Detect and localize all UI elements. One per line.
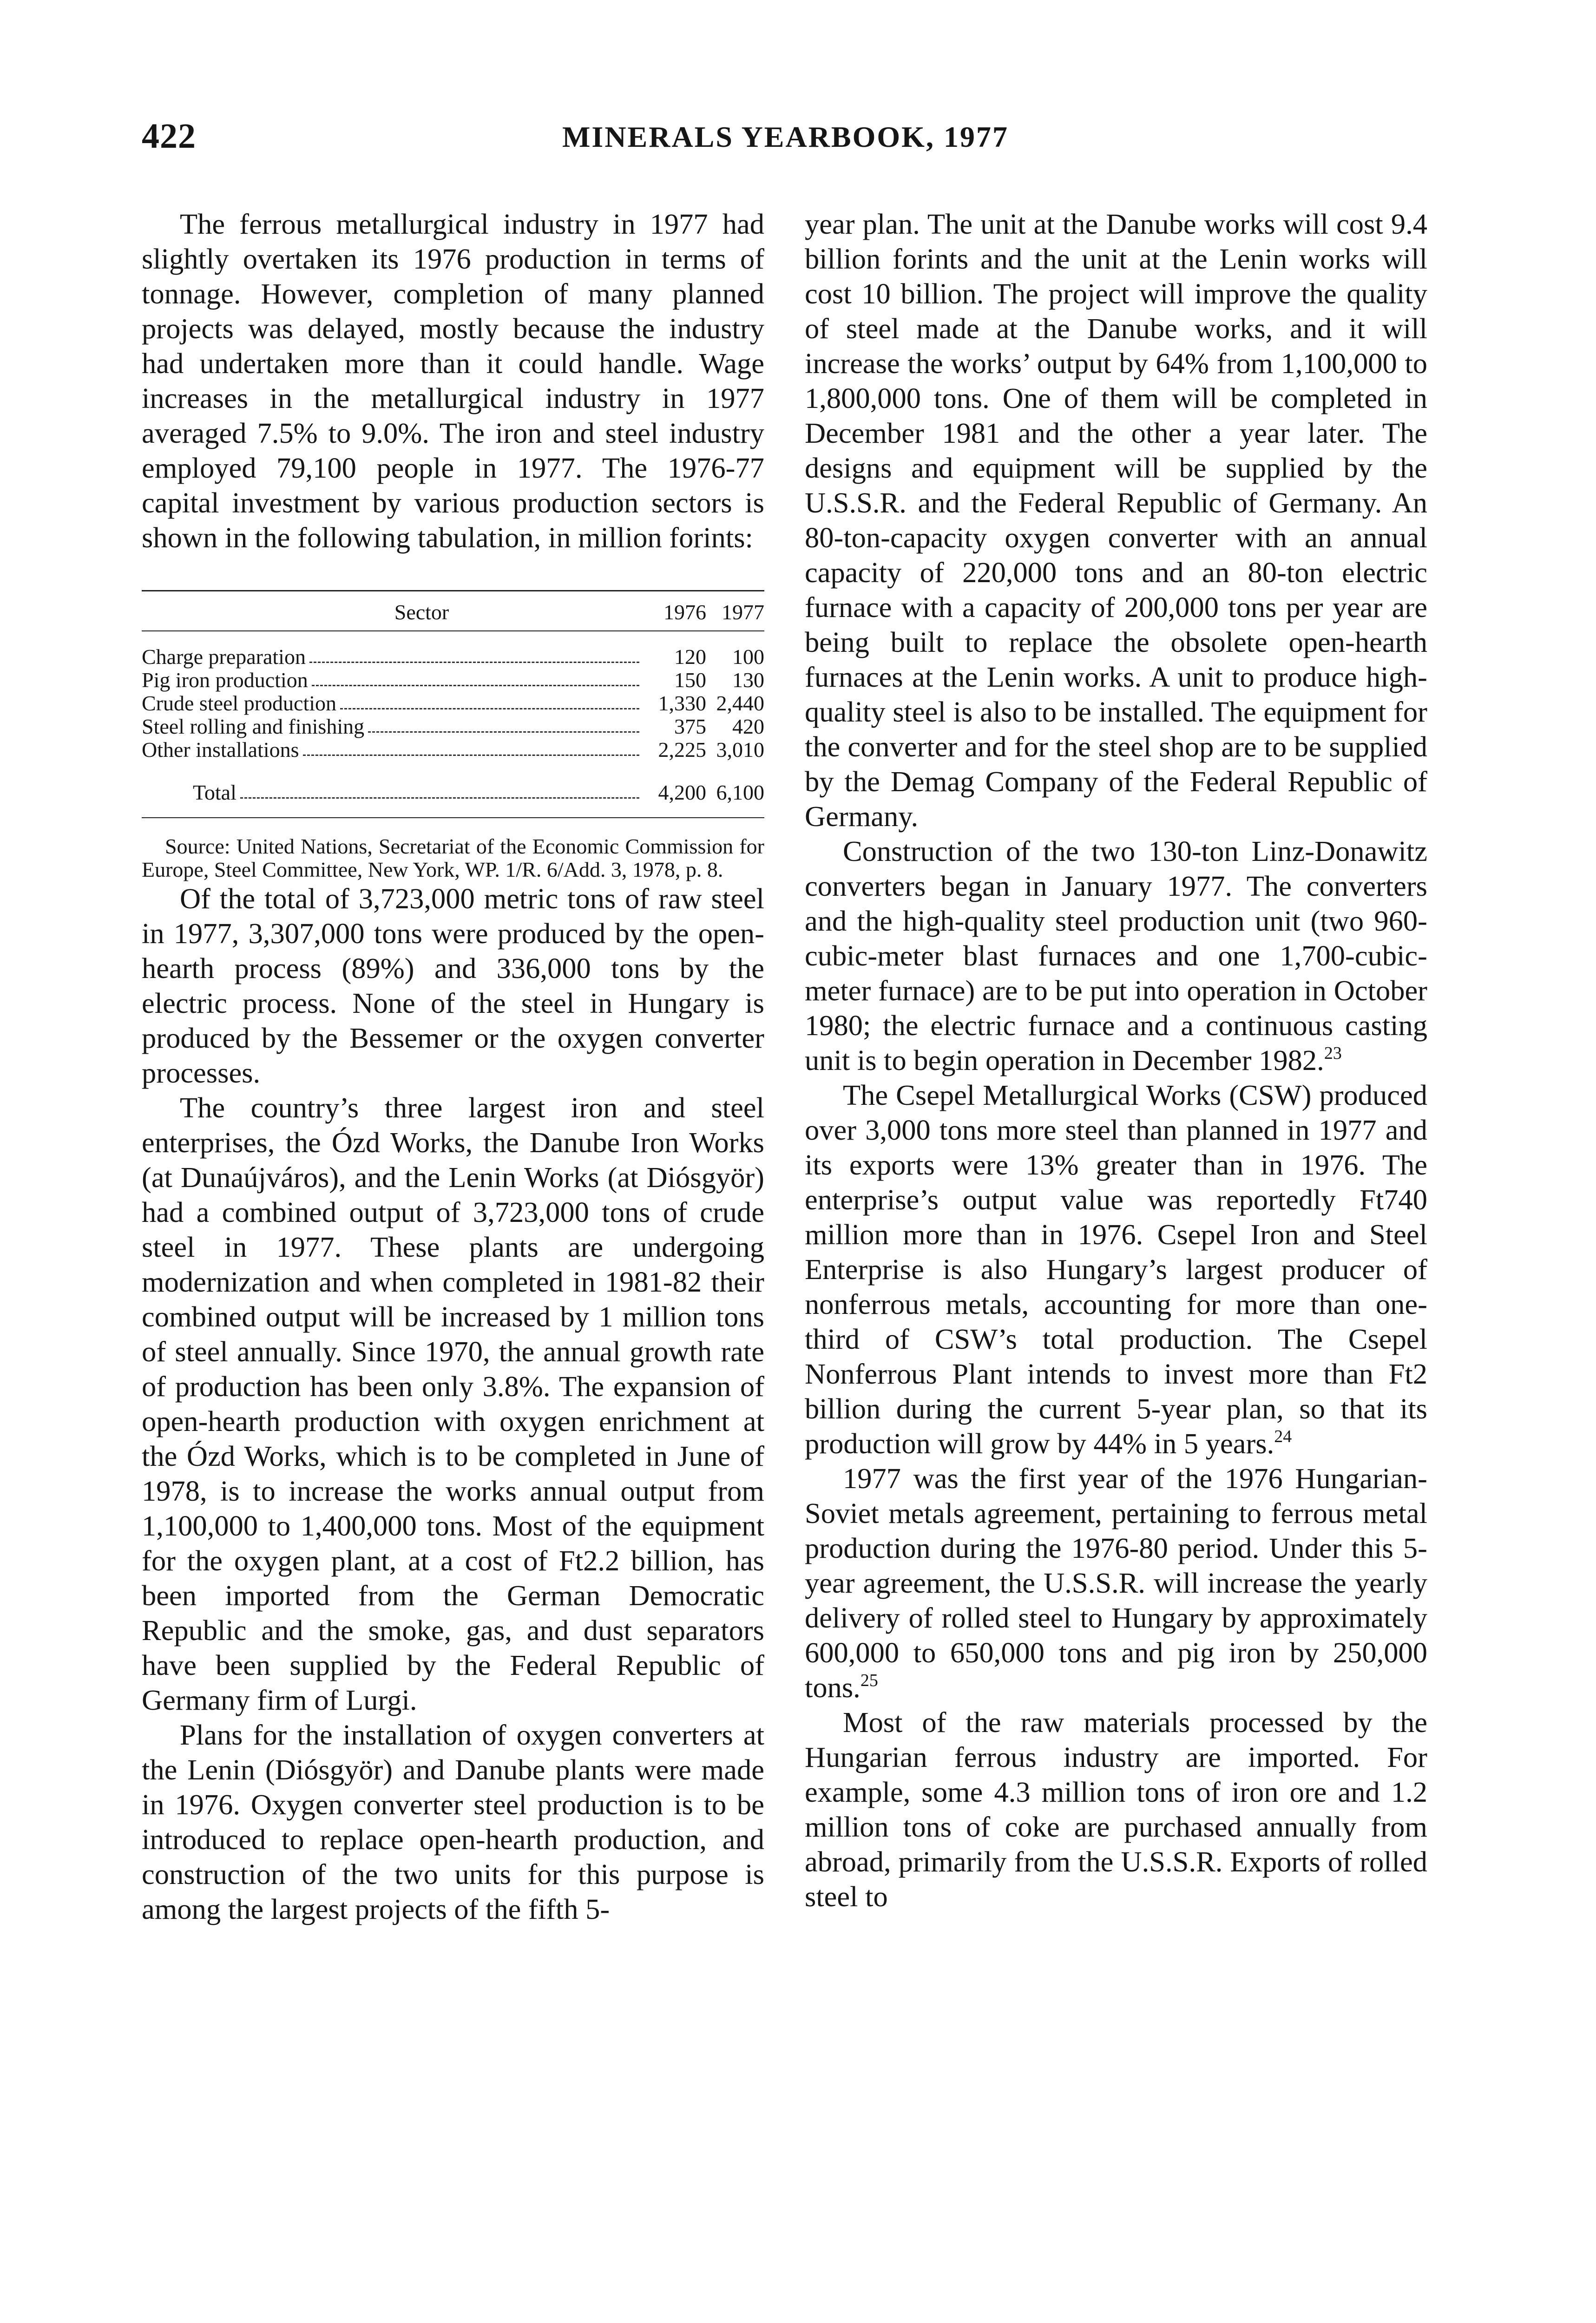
value-1976: 150	[674, 668, 706, 692]
leader-dots	[368, 731, 639, 733]
value-1976: 2,225	[658, 738, 706, 761]
paragraph-text: 1977 was the first year of the 1976 Hungarian-Soviet metals agreement, pertaining to ferrous metal production during the 1976-80 period. Under this 5-year agreement, the U.S.S.R. will increase the yearly delivery of rolled steel to Hungary by approximately 600,000 to 650,000 tons and pig iron by 250,000 tons.	[805, 1462, 1427, 1704]
table-body	[142, 631, 764, 804]
value-1977: 2,440	[716, 691, 764, 715]
leader-dots	[312, 685, 639, 686]
table-row	[142, 715, 764, 738]
paragraph: The ferrous metallurgical industry in 1977 had slightly overtaken its 1976 production in terms of tonnage. However, completion of many planned projects was delayed, mostly because the industry had undertaken more than it could handle. Wage increases in the metallurgical industry in 1977 averaged 7.5% to 9.0%. The iron and steel industry employed 79,100 people in 1977. The 1976-77 capital investment by various production sectors is shown in the following tabulation, in million forints:	[142, 208, 764, 554]
row-label: Crude steel production	[142, 692, 337, 715]
footnote-ref: 24	[1274, 1427, 1292, 1446]
row-label: Pig iron production	[142, 669, 308, 692]
table-top-rule	[142, 590, 764, 591]
paragraph: Most of the raw materials processed by the Hungarian ferrous industry are imported. For example, some 4.3 million tons of iron ore and 1.2 million tons of coke are purchased annually from abroad, primarily from the U.S.S.R. Exports of rolled steel to	[805, 1706, 1427, 1913]
paragraph	[805, 834, 1427, 1078]
table-row	[142, 669, 764, 692]
left-column	[142, 207, 764, 1927]
value-1977: 130	[732, 668, 764, 692]
table-total-row	[142, 781, 764, 804]
header-sector: Sector	[394, 600, 449, 624]
row-label: Other installations	[142, 738, 299, 761]
investment-table	[142, 590, 764, 881]
value-1977: 100	[732, 645, 764, 669]
table-source-note: Source: United Nations, Secretariat of the Economic Commission for Europe, Steel Committee, New York, WP. 1/R. 6/Add. 3, 1978, p. 8.	[142, 834, 764, 881]
paragraph: Plans for the installation of oxygen converters at the Lenin (Diósgyör) and Danube plants were made in 1976. Oxygen converter steel production is to be introduced to replace open-hearth production, and construction of the two units for this purpose is among the largest projects of the fifth 5-	[142, 1719, 764, 1925]
paragraph	[805, 1461, 1427, 1705]
row-label: Charge preparation	[142, 645, 306, 669]
total-1976: 4,200	[658, 781, 706, 804]
total-label: Total	[193, 781, 236, 804]
value-1976: 120	[674, 645, 706, 669]
paragraph: The country’s three largest iron and steel enterprises, the Ózd Works, the Danube Iron Works (at Dunaújváros), and the Lenin Works (at Diósgyör) had a combined output of 3,723,000 tons of crude steel in 1977. These plants are undergoing modernization and when completed in 1981-82 their combined output will be increased by 1 million tons of steel annually. Since 1970, the annual growth rate of production has been only 3.8%. The expansion of open-hearth production with oxygen enrichment at the Ózd Works, which is to be completed in June of 1978, is to increase the works annual output from 1,100,000 to 1,400,000 tons. Most of the equipment for the oxygen plant, at a cost of Ft2.2 billion, has been imported from the German Democratic Republic and the smoke, gas, and dust separators have been supplied by the Federal Republic of Germany firm of Lurgi.	[142, 1091, 764, 1716]
table-row	[142, 645, 764, 669]
leader-dots	[309, 662, 639, 663]
leader-dots	[303, 755, 639, 756]
table-bottom-rule	[142, 817, 764, 818]
value-1976: 1,330	[658, 691, 706, 715]
table-header-row	[142, 595, 764, 631]
row-label: Steel rolling and finishing	[142, 715, 365, 738]
footnote-ref: 25	[860, 1671, 878, 1690]
paragraph: Of the total of 3,723,000 metric tons of raw steel in 1977, 3,307,000 tons were produced by the open-hearth process (89%) and 336,000 tons by the electric process. None of the steel in Hungary is produced by the Bessemer or the oxygen converter processes.	[142, 882, 764, 1089]
table-row	[142, 692, 764, 715]
leader-dots	[240, 797, 639, 799]
total-1977: 6,100	[716, 781, 764, 804]
paragraph: year plan. The unit at the Danube works will cost 9.4 billion forints and the unit at the Lenin works will cost 10 billion. The project will improve the quality of steel made at the Danube works, and it will increase the works’ output by 64% from 1,100,000 to 1,800,000 tons. One of them will be completed in December 1981 and the other a year later. The designs and equipment will be supplied by the U.S.S.R. and the Federal Republic of Germany. An 80-ton-capacity oxygen converter with an annual capacity of 220,000 tons and an 80-ton electric furnace with a capacity of 200,000 tons per year are being built to replace the obsolete open-hearth furnaces at the Lenin works. A unit to produce high-quality steel is also to be installed. The equipment for the converter and for the steel shop are to be supplied by the Demag Company of the Federal Republic of Germany.	[805, 208, 1427, 833]
header-1977: 1977	[722, 600, 764, 624]
value-1976: 375	[674, 715, 706, 738]
footnote-ref: 23	[1324, 1043, 1342, 1063]
right-column	[805, 207, 1427, 1914]
running-title: MINERALS YEARBOOK, 1977	[562, 120, 1009, 153]
page-number: 422	[142, 117, 196, 156]
paragraph-text: The Csepel Metallurgical Works (CSW) produced over 3,000 tons more steel than planned in 1977 and its exports were 13% greater than in 1976. The enterprise’s output value was reportedly Ft740 million more than in 1976. Csepel Iron and Steel Enterprise is also Hungary’s largest producer of nonferrous metals, accounting for more than one-third of CSW’s total production. The Csepel Nonferrous Plant intends to invest more than Ft2 billion during the current 5-year plan, so that its production will grow by 44% in 5 years.	[805, 1079, 1427, 1460]
value-1977: 3,010	[716, 738, 764, 761]
header-1976: 1976	[663, 600, 706, 624]
value-1977: 420	[732, 715, 764, 738]
paragraph	[805, 1078, 1427, 1461]
table-row	[142, 738, 764, 761]
leader-dots	[340, 708, 639, 709]
paragraph-text: Construction of the two 130-ton Linz-Donawitz converters began in January 1977. The converters and the high-quality steel production unit (two 960-cubic-meter blast furnaces and one 1,700-cubic-meter furnace) are to be put into operation in October 1980; the electric furnace and a continuous casting unit is to begin operation in December 1982.	[805, 835, 1427, 1076]
